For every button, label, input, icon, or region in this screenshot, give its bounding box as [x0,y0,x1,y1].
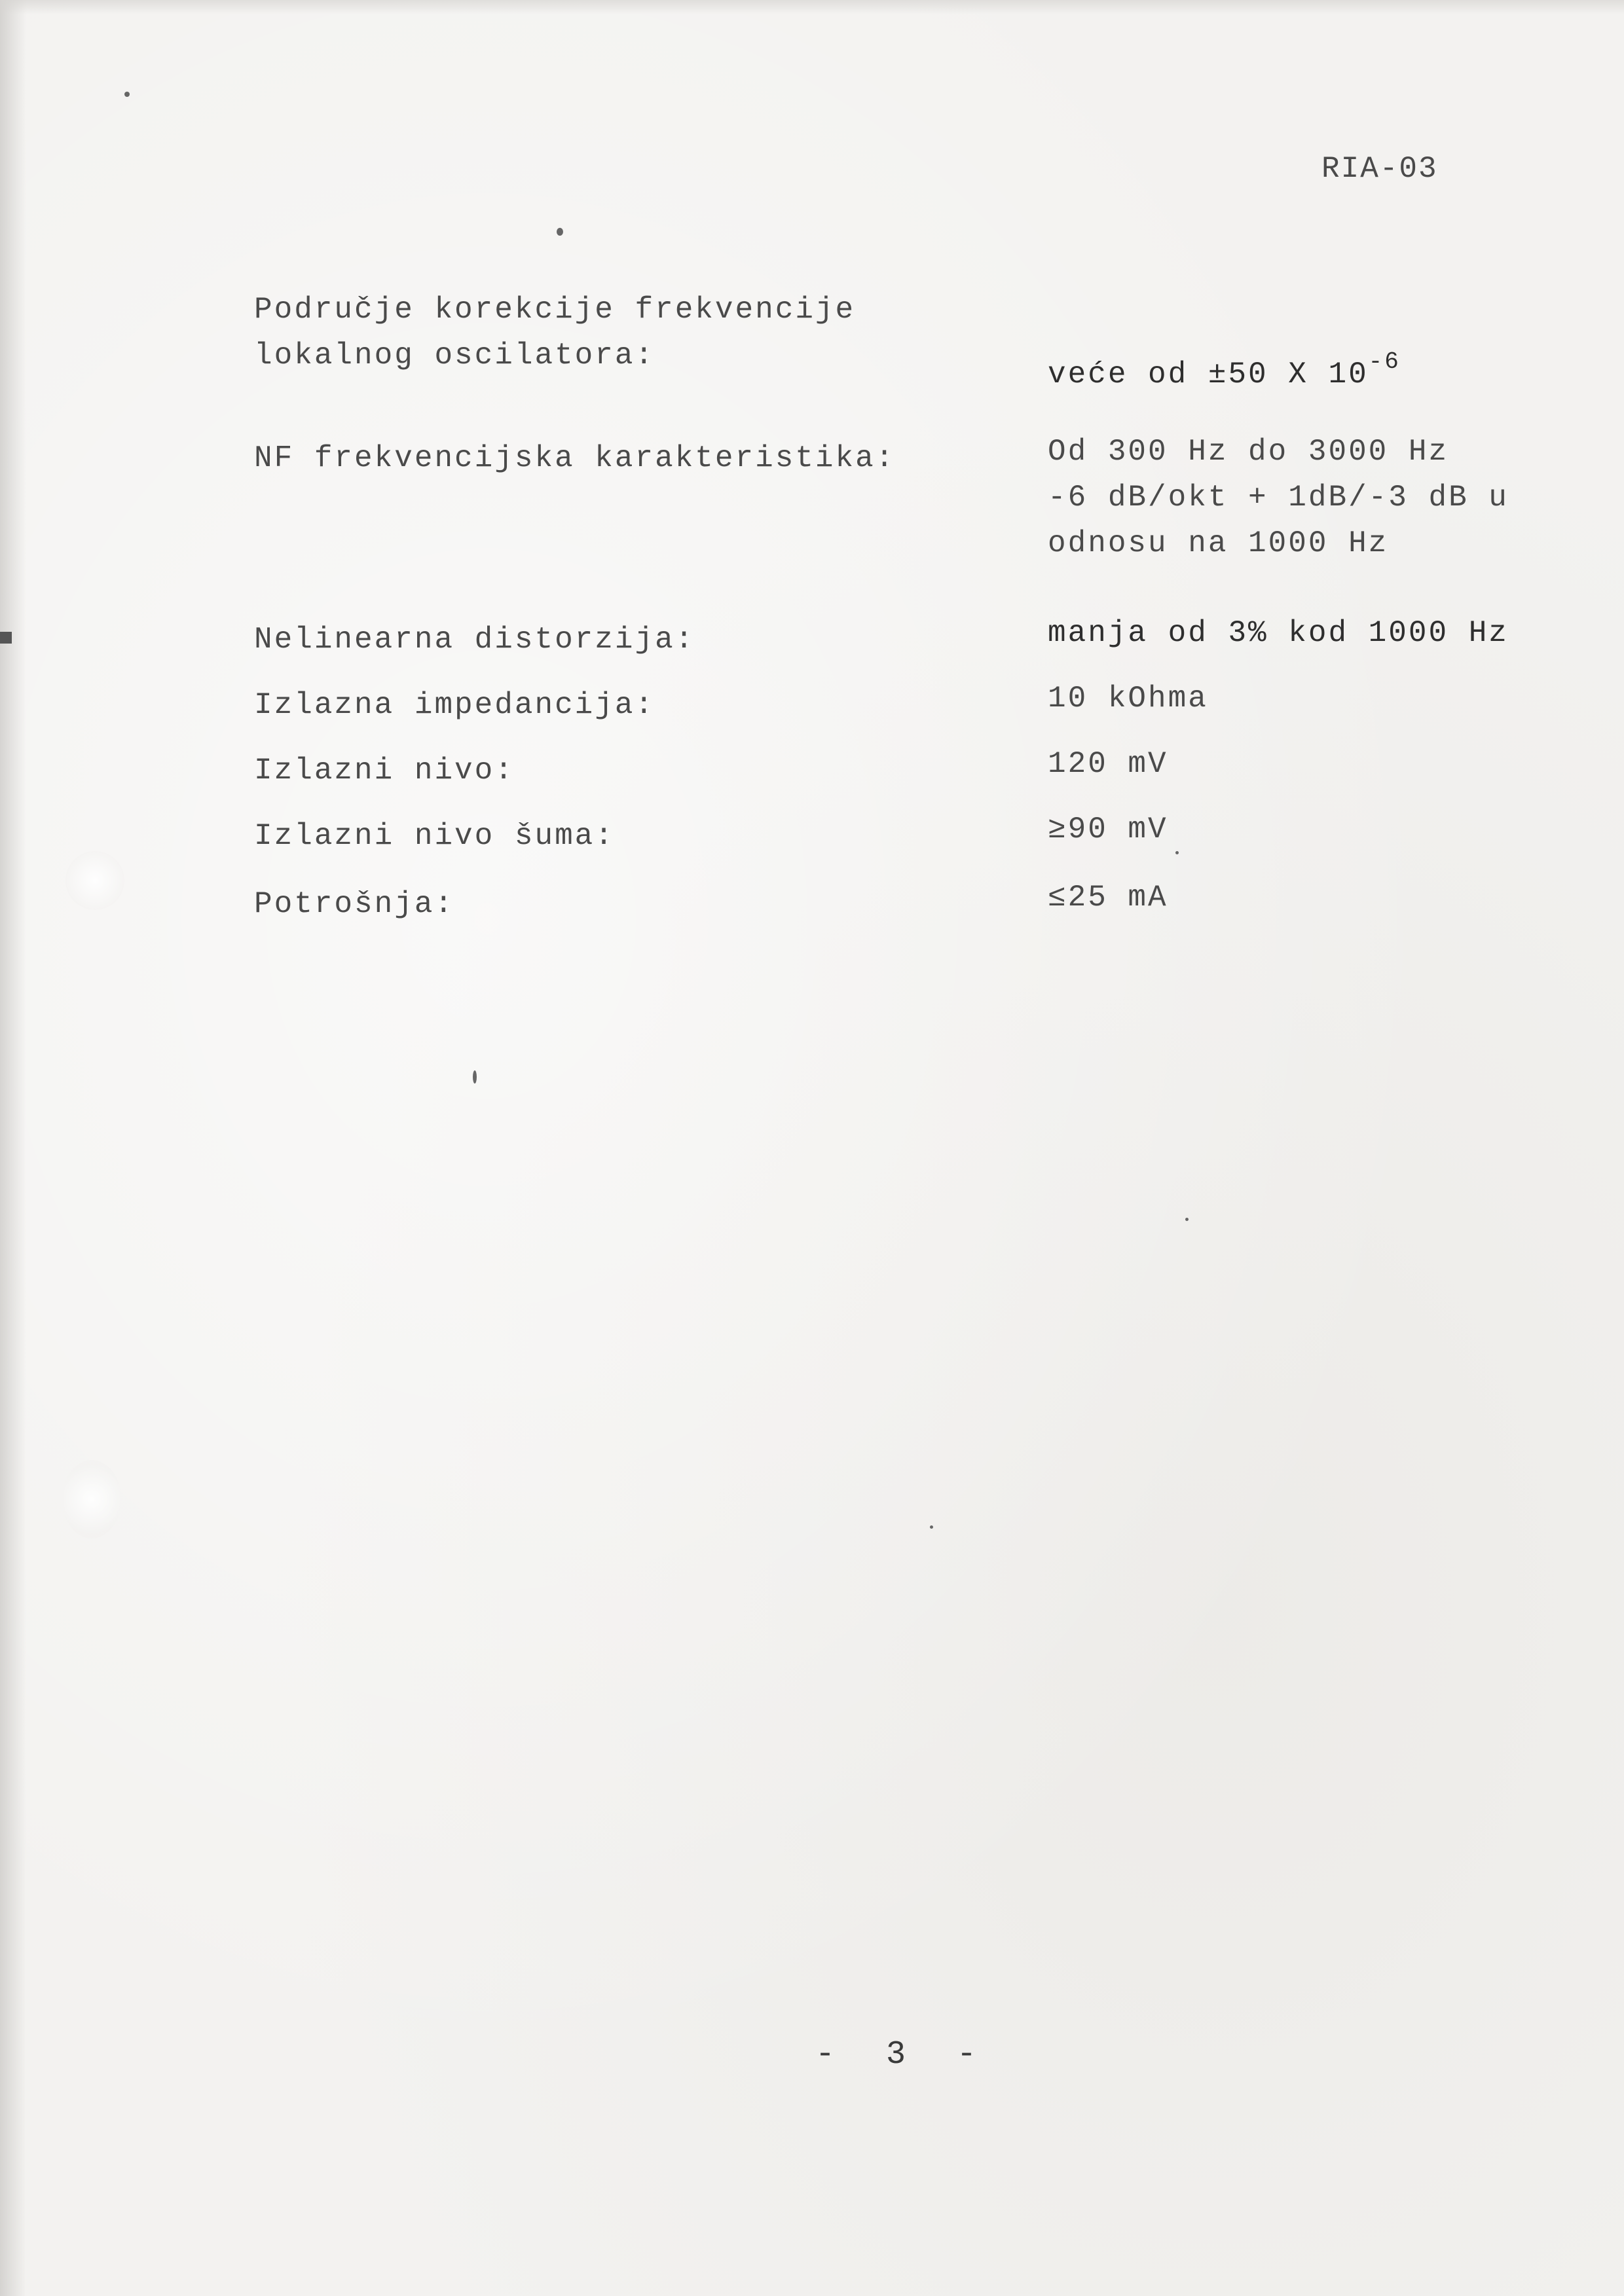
spec-label-line: Područje korekcije frekvencije [254,293,856,327]
page-top-edge-shadow [0,0,1624,14]
dust-speck [1175,851,1179,854]
spec-label-frequency-correction [254,287,855,378]
spec-label-consumption: Potrošnja: [254,887,455,921]
spec-value-line: -6 dB/okt + 1dB/-3 dB u [1048,481,1509,515]
punch-hole-mark [62,1460,121,1539]
binder-mark [0,632,12,644]
spec-value-distortion: manja od 3% kod 1000 Hz [1048,616,1509,650]
spec-label-distortion: Nelinearna distorzija: [254,623,695,657]
spec-value-output-impedance: 10 kOhma [1048,682,1208,716]
dust-speck [557,228,563,236]
dust-speck [473,1070,477,1084]
punch-hole-mark [65,851,124,910]
spec-value-exponent: -6 [1368,348,1401,375]
dust-speck [1185,1218,1189,1221]
spec-value-line: odnosu na 1000 Hz [1048,526,1389,560]
page-left-edge-shadow [0,0,26,2296]
spec-label-output-impedance: Izlazna impedancija: [254,688,655,722]
spec-value-line: Od 300 Hz do 3000 Hz [1048,435,1449,469]
page-number: - 3 - [815,2036,993,2073]
document-code: RIA-03 [1321,152,1438,186]
spec-value-noise-level: ≥90 mV [1048,812,1168,847]
spec-label-line: lokalnog oscilatora: [254,338,655,373]
spec-label-output-level: Izlazni nivo: [254,754,515,788]
spec-value-output-level: 120 mV [1048,747,1168,781]
spec-label-noise-level: Izlazni nivo šuma: [254,819,615,853]
spec-value-nf-characteristic [1048,429,1509,566]
dust-speck [124,92,130,97]
spec-label-nf-characteristic: NF frekvencijska karakteristika: [254,441,896,475]
spec-value-consumption: ≤25 mA [1048,881,1168,915]
spec-value-base: veće od ±50 X 10 [1048,357,1369,392]
dust-speck [930,1525,933,1529]
spec-value-frequency-correction [1048,339,1401,397]
